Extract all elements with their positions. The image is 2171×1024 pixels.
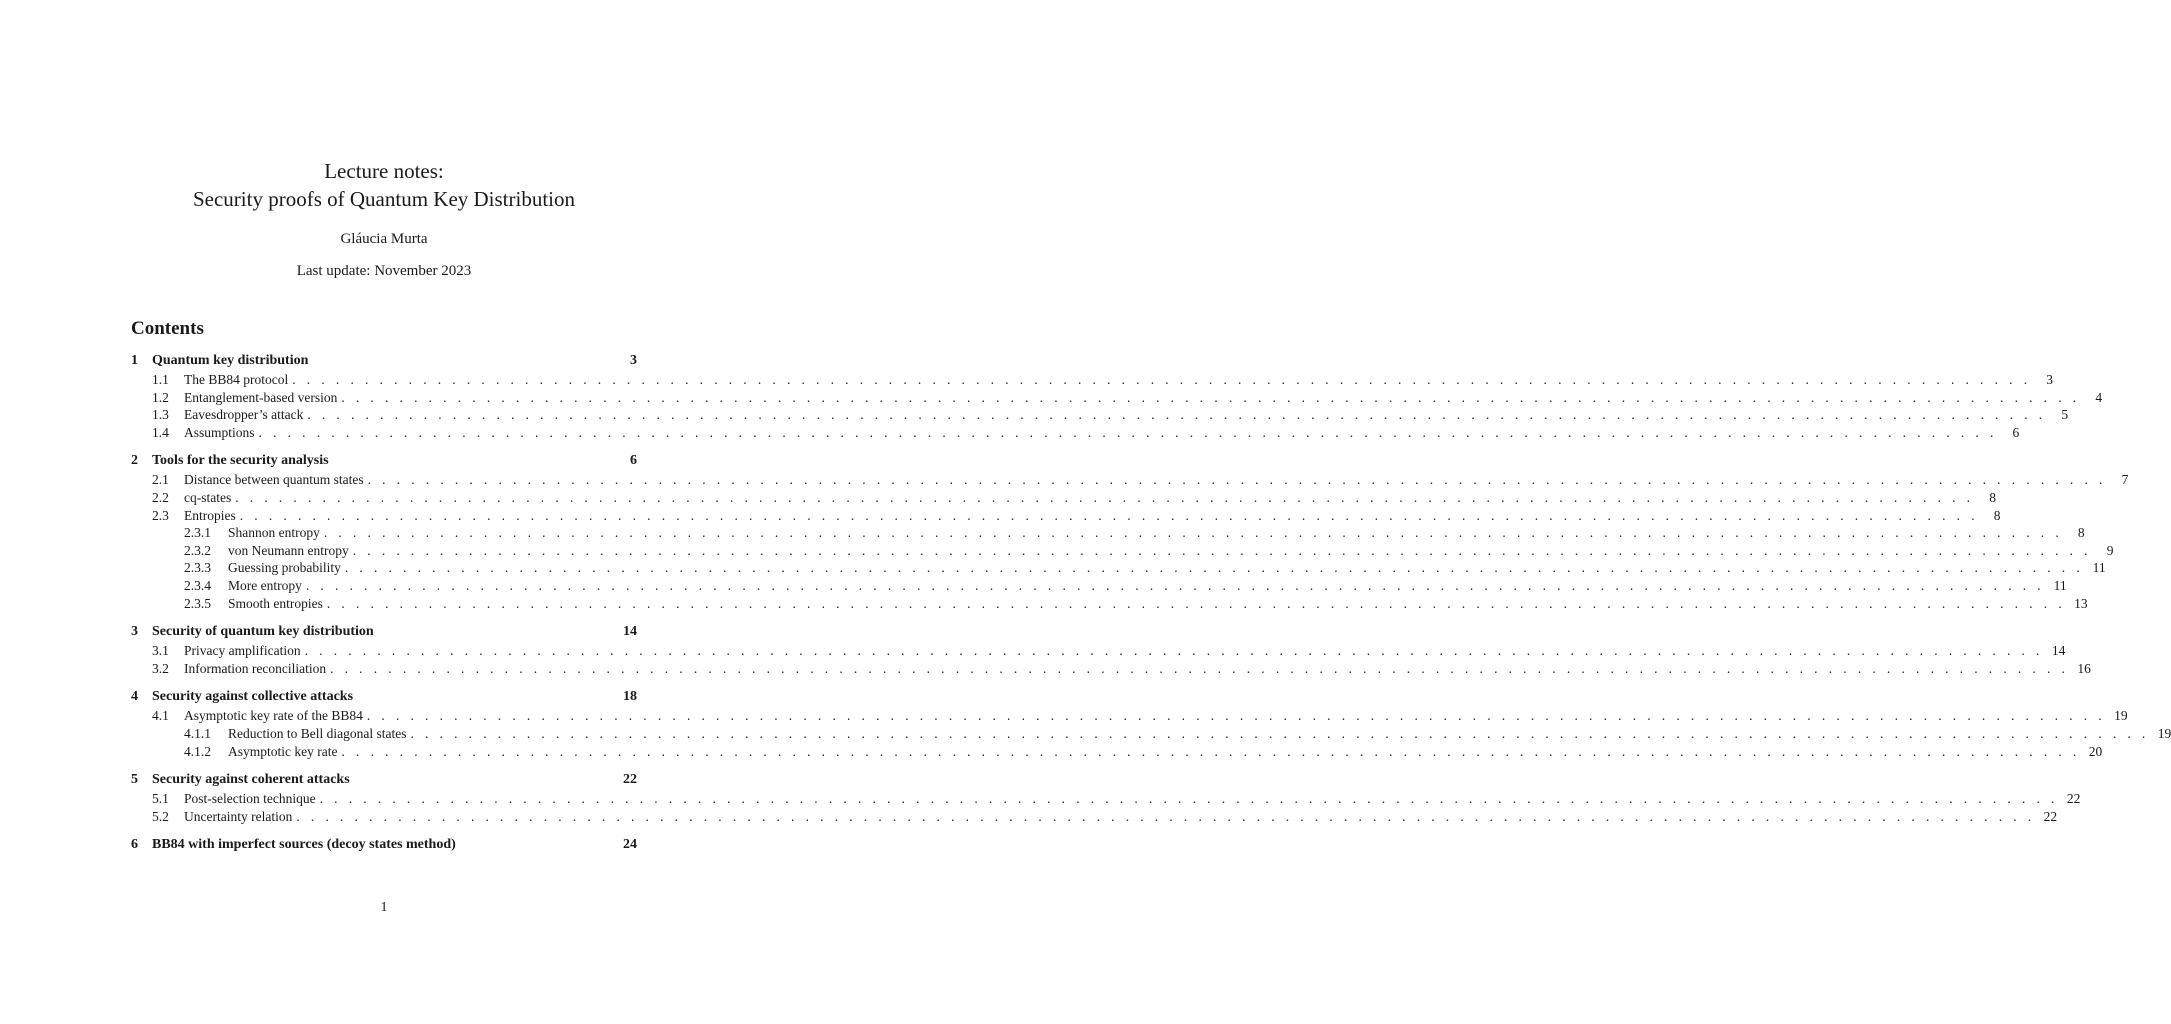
toc-leader-dots: . . . . . . . . . . . . . . . . . . . . . . . . . . . . . . . . . . . . . . . . . . . . . . . . . . . . . . . . . . . . . . . . . . . . . . . . . . . . . . . . . . . . . . . . . . . . . . . . . . . . . . . . . . . . . . . . . . . . . . . . — [304, 643, 2044, 659]
toc-subsubsection-entry[interactable] — [131, 560, 2106, 578]
toc-number: 2.1 — [152, 472, 169, 488]
toc-section — [131, 837, 637, 856]
toc-page-number: 4 — [2095, 389, 2103, 405]
toc-page-number: 14 — [623, 624, 637, 640]
toc-subsection-entry[interactable] — [131, 424, 2020, 443]
toc-leader-dots: . . . . . . . . . . . . . . . . . . . . . . . . . . . . . . . . . . . . . . . . . . . . . . . . . . . . . . . . . . . . . . . . . . . . . . . . . . . . . . . . . . . . . . . . . . . . . . . . . . . . . . . . . . . . . . . . . . . . . . . . — [319, 791, 2059, 807]
author: Gláucia Murta — [340, 231, 428, 247]
toc-number: 1.4 — [152, 424, 169, 440]
toc-leader-dots: . . . . . . . . . . . . . . . . . . . . . . . . . . . . . . . . . . . . . . . . . . . . . . . . . . . . . . . . . . . . . . . . . . . . . . . . . . . . . . . . . . . . . . . . . . . . . . . . . . . . . . . . . . . . . . . . . . . . . . . . — [258, 424, 1998, 440]
toc-title: Smooth entropies — [228, 595, 323, 611]
toc-page-number: 6 — [630, 453, 637, 469]
toc-page-number: 3 — [2046, 372, 2053, 387]
toc-subsection-entry[interactable] — [131, 372, 2053, 390]
toc-section-entry[interactable] — [131, 353, 637, 372]
toc-section — [131, 689, 2171, 761]
title-line-2: Security proofs of Quantum Key Distribution — [192, 187, 576, 211]
toc-title: Entanglement-based version — [184, 389, 338, 405]
toc-section-entry[interactable] — [131, 624, 637, 643]
toc-leader-dots: . . . . . . . . . . . . . . . . . . . . . . . . . . . . . . . . . . . . . . . . . . . . . . . . . . . . . . . . . . . . . . . . . . . . . . . . . . . . . . . . . . . . . . . . . . . . . . . . . . . . . . . . . . . . . . . . . . . . . . . . — [366, 708, 2106, 724]
toc-subsection-entry[interactable] — [131, 808, 2058, 827]
toc-title: von Neumann entropy — [228, 542, 349, 558]
toc-number: 3.1 — [152, 643, 169, 659]
toc-section-entry[interactable] — [131, 689, 637, 708]
toc-subsubsection-entry[interactable] — [131, 743, 2103, 762]
toc-title: Asymptotic key rate of the BB84 — [184, 708, 363, 724]
toc-title: Uncertainty relation — [184, 808, 293, 824]
last-update-date: Last update: November 2023 — [296, 263, 472, 279]
toc-number: 3 — [131, 624, 138, 640]
toc-page-number: 18 — [623, 689, 637, 705]
toc-page-number: 22 — [2066, 791, 2081, 807]
toc-subsection-entry[interactable] — [131, 472, 2129, 490]
toc-subsection-entry[interactable] — [131, 660, 2091, 679]
toc-subsubsection-entry[interactable] — [131, 525, 2085, 543]
toc-subsection-entry[interactable] — [131, 407, 2069, 425]
toc-title: Guessing probability — [228, 560, 341, 576]
toc-leader-dots: . . . . . . . . . . . . . . . . . . . . . . . . . . . . . . . . . . . . . . . . . . . . . . . . . . . . . . . . . . . . . . . . . . . . . . . . . . . . . . . . . . . . . . . . . . . . . . . . . . . . . . . . . . . . . . . . . . . . . . . . — [296, 808, 2036, 824]
toc-title: Security of quantum key distribution — [152, 624, 374, 640]
toc-title: Entropies — [184, 507, 236, 523]
toc-title: Asymptotic key rate — [228, 743, 338, 759]
toc-leader-dots: . . . . . . . . . . . . . . . . . . . . . . . . . . . . . . . . . . . . . . . . . . . . . . . . . . . . . . . . . . . . . . . . . . . . . . . . . . . . . . . . . . . . . . . . . . . . . . . . . . . . . . . . . . . . . . . . . . . . . . . . — [341, 389, 2081, 405]
toc-title: More entropy — [228, 577, 302, 593]
toc-number: 2.3.1 — [184, 525, 211, 541]
toc-title: Security against coherent attacks — [152, 772, 350, 788]
toc-page-number: 8 — [1993, 507, 2001, 523]
toc-title: Privacy amplification — [184, 643, 301, 659]
toc-section — [131, 624, 2091, 678]
toc-page-number: 16 — [2077, 660, 2091, 676]
toc-title: Shannon entropy — [228, 525, 320, 541]
toc-title: Post-selection technique — [184, 791, 316, 807]
toc-subsubsection-entry[interactable] — [131, 595, 2088, 614]
toc-leader-dots: . . . . . . . . . . . . . . . . . . . . . . . . . . . . . . . . . . . . . . . . . . . . . . . . . . . . . . . . . . . . . . . . . . . . . . . . . . . . . . . . . . . . . . . . . . . . . . . . . . . . . . . . . . . . . . . . . . . . . . . . — [330, 660, 2069, 676]
toc-subsection-entry[interactable] — [131, 507, 2001, 526]
toc-subsection-entry[interactable] — [131, 708, 2128, 726]
toc-number: 5.2 — [152, 808, 169, 824]
toc-page-number: 22 — [2043, 808, 2058, 824]
toc-number: 2.3.5 — [184, 595, 211, 611]
toc-page-number: 14 — [2051, 643, 2066, 659]
toc-section — [131, 772, 2081, 826]
toc-page-number: 5 — [2061, 407, 2069, 423]
toc-title: The BB84 protocol — [184, 372, 289, 387]
toc-title: cq-states — [184, 489, 232, 505]
toc-number: 2.2 — [152, 489, 169, 505]
toc-leader-dots: . . . . . . . . . . . . . . . . . . . . . . . . . . . . . . . . . . . . . . . . . . . . . . . . . . . . . . . . . . . . . . . . . . . . . . . . . . . . . . . . . . . . . . . . . . . . . . . . . . . . . . . . . . . . . . . . . . . . . . . . — [235, 489, 1974, 505]
toc-subsection-entry[interactable] — [131, 643, 2066, 661]
toc-section-entry[interactable] — [131, 453, 637, 472]
toc-title: Reduction to Bell diagonal states — [228, 725, 407, 741]
toc-number: 2.3 — [152, 507, 169, 523]
toc-number: 1.3 — [152, 407, 169, 423]
toc-section-entry[interactable] — [131, 772, 637, 791]
toc-leader-dots: . . . . . . . . . . . . . . . . . . . . . . . . . . . . . . . . . . . . . . . . . . . . . . . . . . . . . . . . . . . . . . . . . . . . . . . . . . . . . . . . . . . . . . . . . . . . . . . . . . . . . . . . . . . . . . . . . . . . . . . . — [367, 472, 2107, 488]
toc-title: BB84 with imperfect sources (decoy states method) — [152, 837, 456, 853]
toc-leader-dots: . . . . . . . . . . . . . . . . . . . . . . . . . . . . . . . . . . . . . . . . . . . . . . . . . . . . . . . . . . . . . . . . . . . . . . . . . . . . . . . . . . . . . . . . . . . . . . . . . . . . . . . . . . . . . . . . . . . . . . . . — [323, 525, 2063, 541]
toc-leader-dots: . . . . . . . . . . . . . . . . . . . . . . . . . . . . . . . . . . . . . . . . . . . . . . . . . . . . . . . . . . . . . . . . . . . . . . . . . . . . . . . . . . . . . . . . . . . . . . . . . . . . . . . . . . . . . . . . . . . . . . . . — [326, 595, 2066, 611]
toc-number: 2.3.4 — [184, 577, 211, 593]
page-number: 1 — [380, 900, 388, 915]
toc-subsubsection-entry[interactable] — [131, 577, 2067, 596]
toc-number: 2 — [131, 453, 138, 469]
toc-number: 4.1 — [152, 708, 169, 724]
toc-section-entry[interactable] — [131, 837, 637, 856]
toc-page-number: 8 — [2077, 525, 2085, 541]
toc-page-number: 19 — [2157, 725, 2171, 741]
toc-leader-dots: . . . . . . . . . . . . . . . . . . . . . . . . . . . . . . . . . . . . . . . . . . . . . . . . . . . . . . . . . . . . . . . . . . . . . . . . . . . . . . . . . . . . . . . . . . . . . . . . . . . . . . . . . . . . . . . . . . . . . . . . — [305, 577, 2045, 593]
toc-leader-dots: . . . . . . . . . . . . . . . . . . . . . . . . . . . . . . . . . . . . . . . . . . . . . . . . . . . . . . . . . . . . . . . . . . . . . . . . . . . . . . . . . . . . . . . . . . . . . . . . . . . . . . . . . . . . . . . . . . . . . . . . — [352, 542, 2092, 558]
toc-number: 2.3.2 — [184, 542, 211, 558]
toc-page-number: 11 — [2092, 560, 2106, 576]
toc-leader-dots: . . . . . . . . . . . . . . . . . . . . . . . . . . . . . . . . . . . . . . . . . . . . . . . . . . . . . . . . . . . . . . . . . . . . . . . . . . . . . . . . . . . . . . . . . . . . . . . . . . . . . . . . . . . . . . . . . . . . . . . . — [341, 743, 2081, 759]
toc-page-number: 7 — [2121, 472, 2129, 488]
toc-page-number: 20 — [2088, 743, 2103, 759]
toc-number: 5 — [131, 772, 138, 788]
toc-page-number: 22 — [623, 772, 637, 788]
toc-number: 1.1 — [152, 372, 169, 387]
toc-leader-dots: . . . . . . . . . . . . . . . . . . . . . . . . . . . . . . . . . . . . . . . . . . . . . . . . . . . . . . . . . . . . . . . . . . . . . . . . . . . . . . . . . . . . . . . . . . . . . . . . . . . . . . . . . . . . . . . . . . . . . . . . — [410, 725, 2150, 741]
contents-heading: Contents — [131, 318, 204, 339]
toc-page-number: 19 — [2114, 708, 2128, 724]
toc-page-number: 8 — [1989, 489, 1996, 505]
toc-number: 6 — [131, 837, 138, 853]
toc-leader-dots: . . . . . . . . . . . . . . . . . . . . . . . . . . . . . . . . . . . . . . . . . . . . . . . . . . . . . . . . . . . . . . . . . . . . . . . . . . . . . . . . . . . . . . . . . . . . . . . . . . . . . . . . . . . . . . . . . . . . . . . . — [239, 507, 1979, 523]
toc-subsubsection-entry[interactable] — [131, 542, 2114, 561]
toc-page-number: 3 — [630, 353, 637, 368]
toc-page-number: 6 — [2012, 424, 2020, 440]
toc-number: 4 — [131, 689, 138, 705]
toc-number: 4.1.2 — [184, 743, 211, 759]
toc-number: 1 — [131, 353, 138, 368]
toc-number: 2.3.3 — [184, 560, 211, 576]
toc-leader-dots: . . . . . . . . . . . . . . . . . . . . . . . . . . . . . . . . . . . . . . . . . . . . . . . . . . . . . . . . . . . . . . . . . . . . . . . . . . . . . . . . . . . . . . . . . . . . . . . . . . . . . . . . . . . . . . . . . . . . . . . . — [344, 560, 2084, 576]
toc-page-number: 24 — [623, 837, 637, 853]
toc-title: Information reconciliation — [184, 660, 327, 676]
toc-subsection-entry[interactable] — [131, 389, 2103, 408]
toc-leader-dots: . . . . . . . . . . . . . . . . . . . . . . . . . . . . . . . . . . . . . . . . . . . . . . . . . . . . . . . . . . . . . . . . . . . . . . . . . . . . . . . . . . . . . . . . . . . . . . . . . . . . . . . . . . . . . . . . . . . . . . . . — [292, 372, 2031, 387]
toc-title: Quantum key distribution — [152, 353, 309, 368]
toc-subsubsection-entry[interactable] — [131, 725, 2171, 744]
toc-title: Distance between quantum states — [184, 472, 364, 488]
toc-page-number: 13 — [2074, 595, 2088, 611]
toc-subsection-entry[interactable] — [131, 791, 2081, 809]
toc-leader-dots: . . . . . . . . . . . . . . . . . . . . . . . . . . . . . . . . . . . . . . . . . . . . . . . . . . . . . . . . . . . . . . . . . . . . . . . . . . . . . . . . . . . . . . . . . . . . . . . . . . . . . . . . . . . . . . . . . . . . . . . . — [307, 407, 2047, 423]
toc-page-number: 11 — [2053, 577, 2067, 593]
toc-title: Security against collective attacks — [152, 689, 354, 705]
toc-section — [131, 353, 2103, 442]
toc-title: Tools for the security analysis — [152, 453, 329, 469]
table-of-contents — [131, 353, 2171, 867]
toc-page-number: 9 — [2106, 542, 2114, 558]
title-line-1: Lecture notes: — [324, 159, 444, 183]
toc-number: 5.1 — [152, 791, 169, 807]
toc-number: 4.1.1 — [184, 725, 211, 741]
toc-section — [131, 453, 2129, 613]
toc-title: Assumptions — [184, 424, 255, 440]
toc-number: 3.2 — [152, 660, 169, 676]
toc-title: Eavesdropper’s attack — [184, 407, 304, 423]
toc-number: 1.2 — [152, 389, 169, 405]
toc-subsection-entry[interactable] — [131, 489, 1996, 508]
